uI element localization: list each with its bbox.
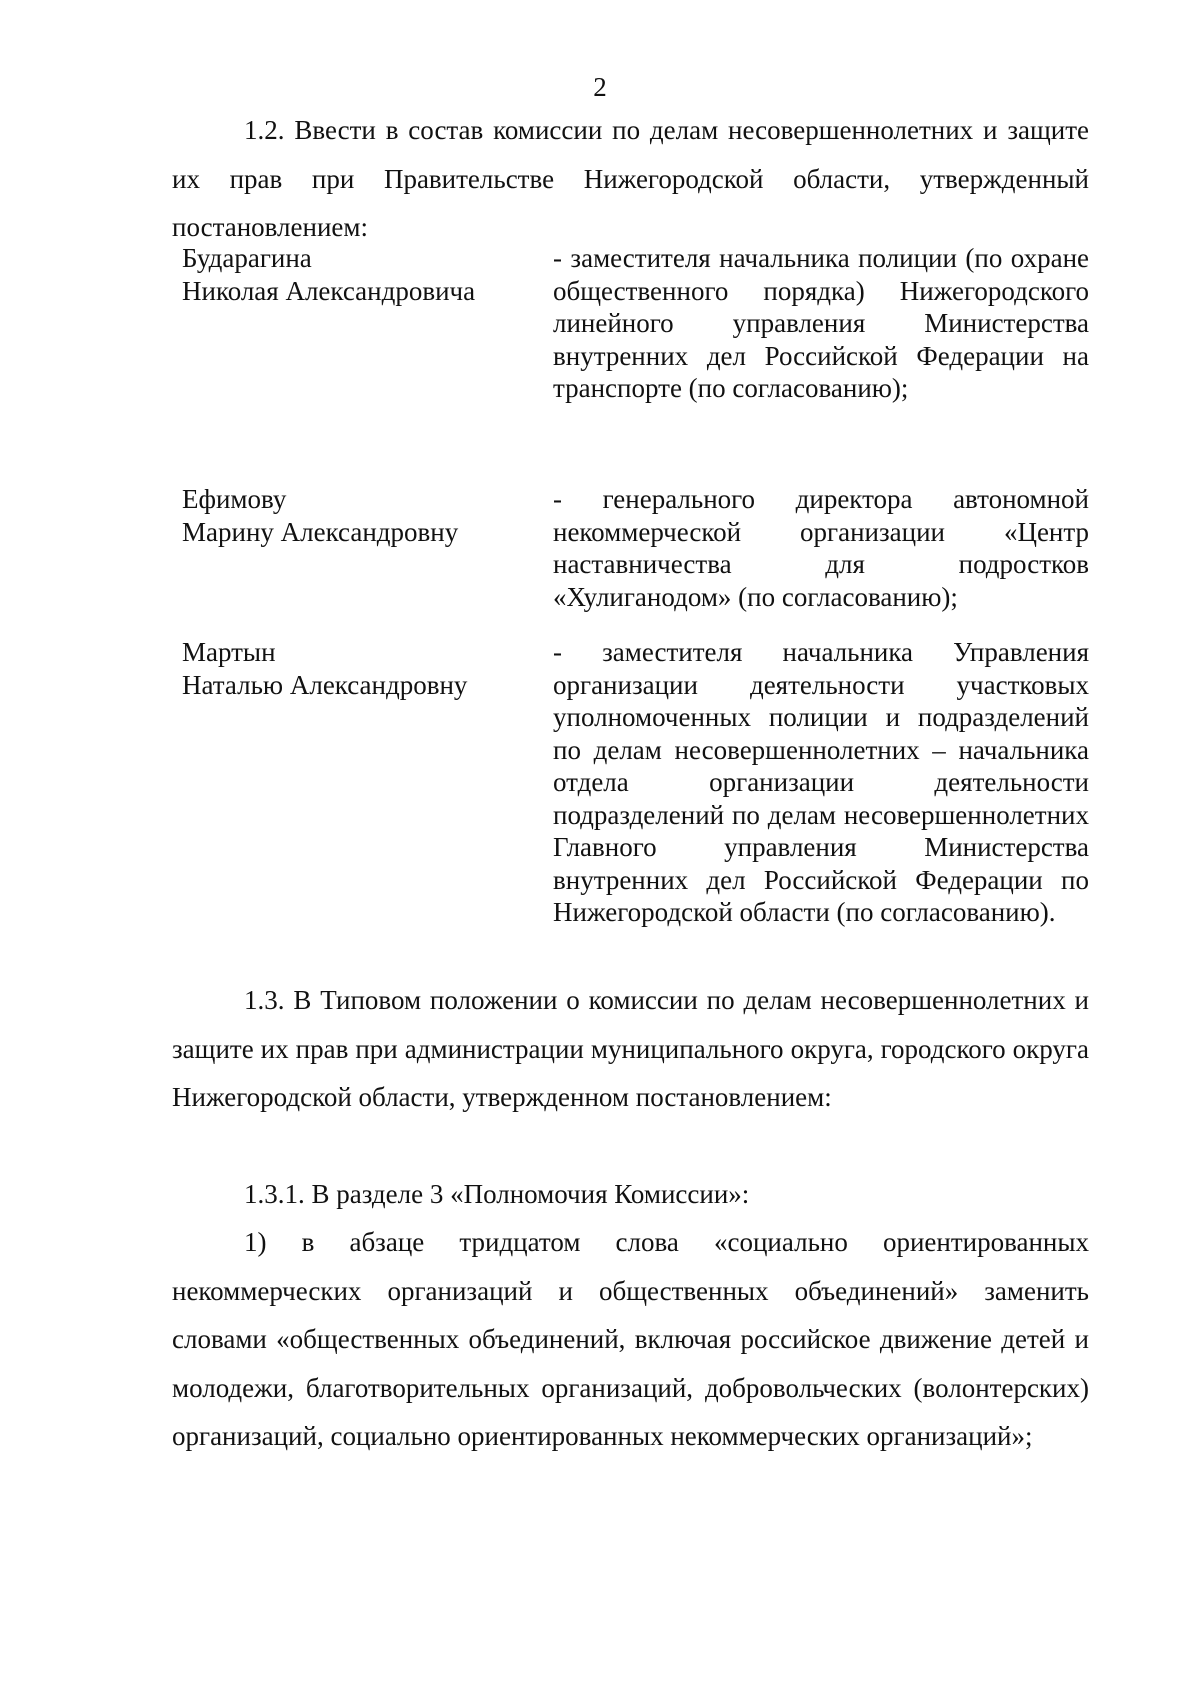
page-number: 2 <box>593 72 607 102</box>
member-name <box>182 483 542 548</box>
member-description: - заместителя начальника Управления организации деятельности участковых уполномоченных полиции и подразделений по делам несовершеннолетних – начальника отдела организации деятельности подразделений по делам несовершеннолетних Главного управления Министерства внутренних дел Российской Федерации по Нижегородской области (по согласованию). <box>553 637 1089 927</box>
member-description: - заместителя начальника полиции (по охране общественного порядка) Нижегородского линейного управления Министерства внутренних дел Российской Федерации на транспорте (по согласованию); <box>553 243 1089 403</box>
member-given-names: Наталью Александровну <box>182 669 468 700</box>
member-name <box>182 242 542 307</box>
member-surname: Бударагина <box>182 243 312 273</box>
member-given-names: Марину Александровну <box>182 516 459 547</box>
paragraph-item-1: 1) в абзаце тридцатом слова «социально ориентированных некоммерческих организаций и общественных объединений» заменить словами «общественных объединений, включая российское движение детей и молодежи, благотворительных организаций, добровольческих (волонтерских) организаций, социально ориентированных некоммерческих организаций»; <box>172 1227 1089 1451</box>
member-surname: Мартын <box>182 637 276 667</box>
member-name <box>182 636 542 701</box>
member-description: - генерального директора автономной некоммерческой организации «Центр наставничества для подростков «Хулиганодом» (по согласованию); <box>553 484 1089 612</box>
paragraph-1-3-1: 1.3.1. В разделе 3 «Полномочия Комиссии»: <box>244 1179 750 1209</box>
member-surname: Ефимову <box>182 484 287 514</box>
paragraph-1-2: 1.2. Ввести в состав комиссии по делам несовершеннолетних и защите их прав при Правительстве Нижегородской области, утвержденный постановлением: <box>172 115 1089 242</box>
member-given-names: Николая Александровича <box>182 275 476 306</box>
paragraph-1-3: 1.3. В Типовом положении о комиссии по делам несовершеннолетних и защите их прав при администрации муниципального округа, городского округа Нижегородской области, утвержденном постановлением: <box>172 985 1089 1112</box>
